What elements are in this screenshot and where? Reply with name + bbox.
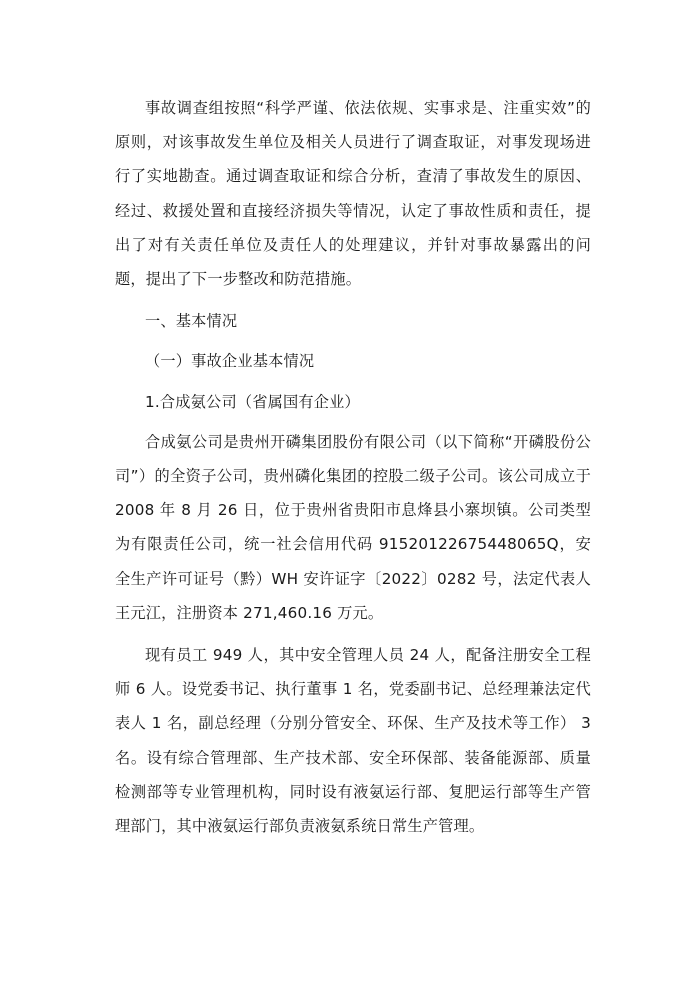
document-body bbox=[115, 91, 591, 851]
intro-paragraph: 事故调查组按照“科学严谨、依法依规、实事求是、注重实效”的原则，对该事故发生单位及相关人员进行了调查取证，对事发现场进行了实地勘查。通过调查取证和综合分析，查清了事故发生的原因、经过、救援处置和直接经济损失等情况，认定了事故性质和责任，提出了对有关责任单位及责任人的处理建议，并针对事故暴露出的问题，提出了下一步整改和防范措施。 bbox=[115, 99, 591, 289]
section-heading-basic-info: 一、基本情况 bbox=[145, 312, 238, 331]
company-paragraph: 合成氨公司是贵州开磷集团股份有限公司（以下简称“开磷股份公司”）的全资子公司，贵州磷化集团的控股二级子公司。该公司成立于 2008 年 8 月 26 日，位于贵州省贵阳市息烽县小寨坝镇。公司类型为有限责任公司，统一社会信用代码 91520122675448065Q，安全生产许可证号（黔）WH 安许证字〔2022〕0282 号，法定代表人王元江，注册资本 271,460.16 万元。 bbox=[115, 432, 591, 622]
item-title-ammonia-company: 1.合成氨公司（省属国有企业） bbox=[145, 392, 360, 411]
staff-paragraph: 现有员工 949 人，其中安全管理人员 24 人，配备注册安全工程师 6 人。设党委书记、执行董事 1 名，党委副书记、总经理兼法定代表人 1 名，副总经理（分别分管安全、环保、生产及技术等工作） 3 名。设有综合管理部、生产技术部、安全环保部、装备能源部、质量检测部等专业管理机构，同时设有液氨运行部、复肥运行部等生产管理部门，其中液氨运行部负责液氨系统日常生产管理。 bbox=[115, 646, 591, 836]
subsection-heading-company-info: （一）事故企业基本情况 bbox=[145, 352, 315, 371]
